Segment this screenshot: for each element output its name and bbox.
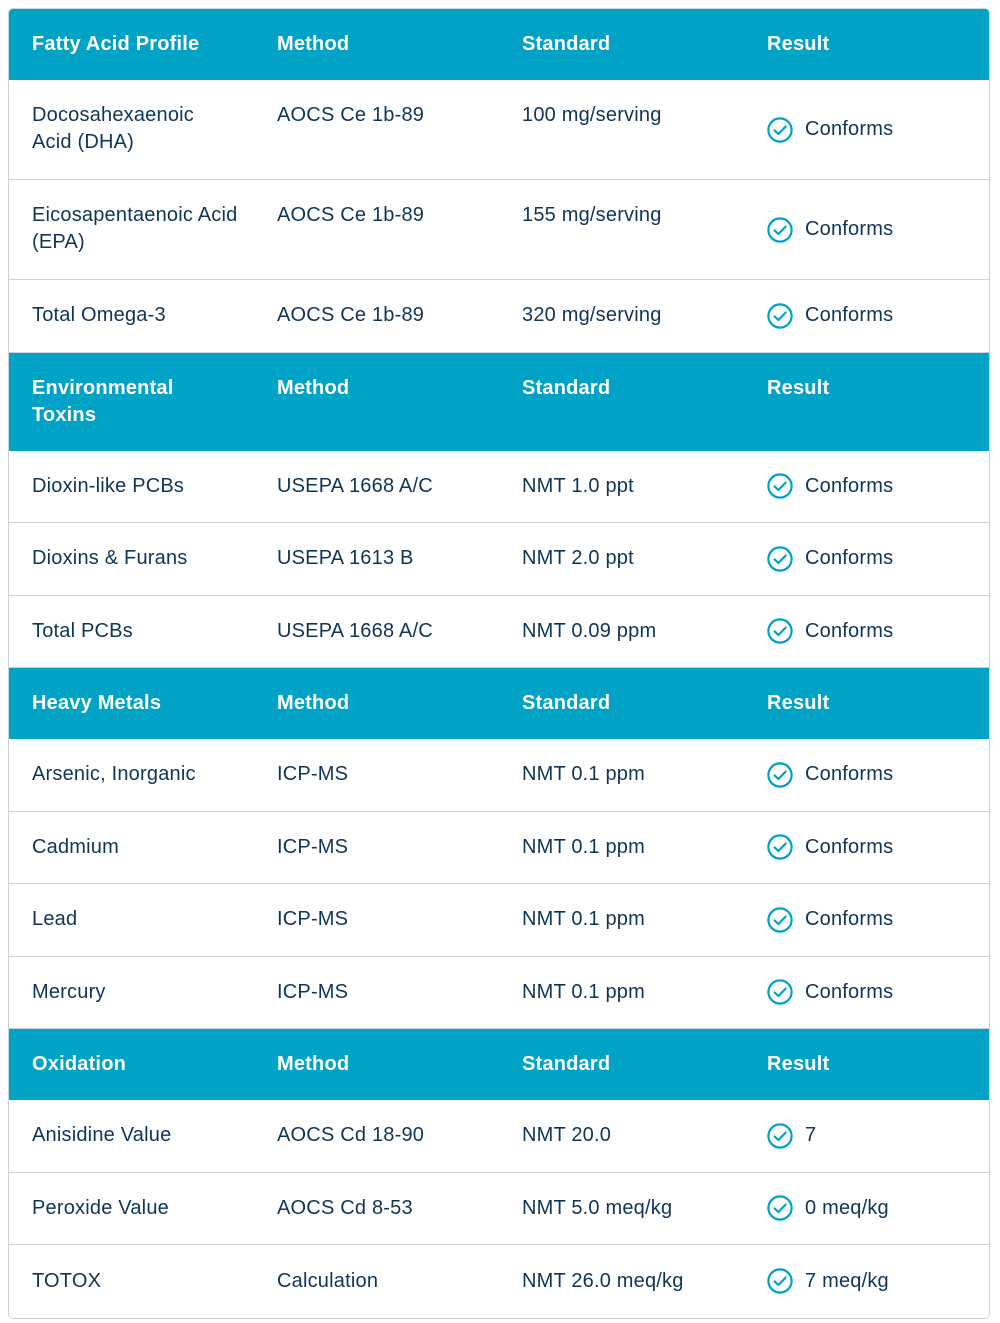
header-standard: Standard [522, 376, 611, 399]
table-row [9, 523, 989, 596]
lab-results-table [8, 8, 990, 1319]
result-text: Conforms [805, 763, 894, 786]
analyte-result [744, 523, 989, 595]
header-method: Method [277, 692, 350, 714]
analyte-standard: NMT 26.0 meq/kg [522, 1269, 684, 1292]
analyte-result [744, 596, 989, 668]
header-category: Heavy Metals [32, 692, 162, 714]
analyte-standard: 320 mg/serving [522, 304, 662, 327]
analyte-standard: NMT 0.09 ppm [522, 619, 657, 642]
analyte-name: Dioxin-like PCBs [32, 474, 185, 497]
check-circle-icon [767, 834, 793, 860]
section-header-environmental-toxins [9, 353, 989, 451]
analyte-method: AOCS Ce 1b-89 [277, 304, 425, 327]
table-row [9, 884, 989, 957]
analyte-result [744, 180, 989, 279]
table-row [9, 812, 989, 885]
analyte-method: ICP-MS [277, 980, 349, 1003]
analyte-name: Eicosapentaenoic Acid (EPA) [32, 204, 238, 253]
check-circle-icon [767, 907, 793, 933]
analyte-method: USEPA 1613 B [277, 547, 414, 570]
result-text: Conforms [805, 474, 894, 497]
result-text: 7 meq/kg [805, 1269, 889, 1292]
analyte-name: TOTOX [32, 1269, 102, 1292]
table-row [9, 1245, 989, 1318]
analyte-result [744, 812, 989, 884]
result-text: 7 [805, 1124, 817, 1147]
check-circle-icon [767, 1123, 793, 1149]
table-row [9, 180, 989, 280]
analyte-name: Mercury [32, 980, 106, 1003]
analyte-method: Calculation [277, 1269, 379, 1292]
header-standard: Standard [522, 1053, 611, 1075]
analyte-result [744, 884, 989, 956]
analyte-result [744, 80, 989, 179]
header-result: Result [767, 1053, 830, 1075]
result-text: Conforms [805, 547, 894, 570]
header-method: Method [277, 376, 350, 399]
analyte-standard: NMT 0.1 ppm [522, 980, 645, 1003]
header-standard: Standard [522, 692, 611, 714]
analyte-name: Dioxins & Furans [32, 547, 188, 570]
analyte-standard: 155 mg/serving [522, 204, 662, 226]
header-category: Fatty Acid Profile [32, 33, 200, 55]
analyte-method: USEPA 1668 A/C [277, 474, 433, 497]
result-text: Conforms [805, 619, 894, 642]
check-circle-icon [767, 546, 793, 572]
analyte-standard: NMT 0.1 ppm [522, 835, 645, 858]
result-text: Conforms [805, 980, 894, 1003]
result-text: Conforms [805, 835, 894, 858]
analyte-method: AOCS Cd 18-90 [277, 1124, 425, 1147]
check-circle-icon [767, 473, 793, 499]
table-row [9, 80, 989, 180]
analyte-result [744, 739, 989, 811]
header-result: Result [767, 692, 830, 714]
table-row [9, 957, 989, 1030]
result-text: Conforms [805, 118, 894, 140]
analyte-method: AOCS Cd 8-53 [277, 1196, 413, 1219]
analyte-result [744, 1245, 989, 1318]
table-row [9, 1100, 989, 1173]
analyte-name: Anisidine Value [32, 1124, 172, 1147]
table-row [9, 451, 989, 524]
analyte-result [744, 957, 989, 1029]
header-result: Result [767, 376, 830, 399]
analyte-method: USEPA 1668 A/C [277, 619, 433, 642]
analyte-standard: NMT 2.0 ppt [522, 547, 634, 570]
analyte-standard: 100 mg/serving [522, 104, 662, 126]
section-header-heavy-metals [9, 668, 989, 739]
result-text: 0 meq/kg [805, 1196, 889, 1219]
analyte-method: AOCS Ce 1b-89 [277, 204, 425, 226]
check-circle-icon [767, 117, 793, 143]
analyte-standard: NMT 20.0 [522, 1124, 612, 1147]
analyte-name: Cadmium [32, 835, 119, 858]
check-circle-icon [767, 1195, 793, 1221]
table-row [9, 280, 989, 353]
analyte-method: ICP-MS [277, 835, 349, 858]
analyte-name: Total Omega-3 [32, 304, 166, 327]
analyte-name: Docosahexaenoic Acid (DHA) [32, 104, 194, 153]
analyte-name: Peroxide Value [32, 1196, 169, 1219]
table-row [9, 596, 989, 669]
check-circle-icon [767, 217, 793, 243]
result-text: Conforms [805, 218, 894, 240]
analyte-standard: NMT 0.1 ppm [522, 908, 645, 931]
analyte-name: Arsenic, Inorganic [32, 763, 196, 786]
check-circle-icon [767, 618, 793, 644]
header-method: Method [277, 1053, 350, 1075]
analyte-result [744, 1100, 989, 1172]
section-header-fatty-acid-profile [9, 9, 989, 80]
analyte-result [744, 1173, 989, 1245]
check-circle-icon [767, 762, 793, 788]
analyte-method: ICP-MS [277, 908, 349, 931]
header-standard: Standard [522, 33, 611, 55]
table-row [9, 1173, 989, 1246]
result-text: Conforms [805, 304, 894, 327]
header-method: Method [277, 33, 350, 55]
table-row [9, 739, 989, 812]
header-result: Result [767, 33, 830, 55]
header-category: Environmental Toxins [32, 376, 174, 426]
analyte-result [744, 280, 989, 352]
analyte-name: Lead [32, 908, 78, 931]
analyte-result [744, 451, 989, 523]
section-header-oxidation [9, 1029, 989, 1100]
analyte-name: Total PCBs [32, 619, 133, 642]
analyte-method: ICP-MS [277, 763, 349, 786]
check-circle-icon [767, 979, 793, 1005]
analyte-standard: NMT 1.0 ppt [522, 474, 634, 497]
header-category: Oxidation [32, 1053, 127, 1075]
result-text: Conforms [805, 908, 894, 931]
analyte-standard: NMT 0.1 ppm [522, 763, 645, 786]
analyte-method: AOCS Ce 1b-89 [277, 104, 425, 126]
check-circle-icon [767, 303, 793, 329]
check-circle-icon [767, 1268, 793, 1294]
analyte-standard: NMT 5.0 meq/kg [522, 1196, 673, 1219]
